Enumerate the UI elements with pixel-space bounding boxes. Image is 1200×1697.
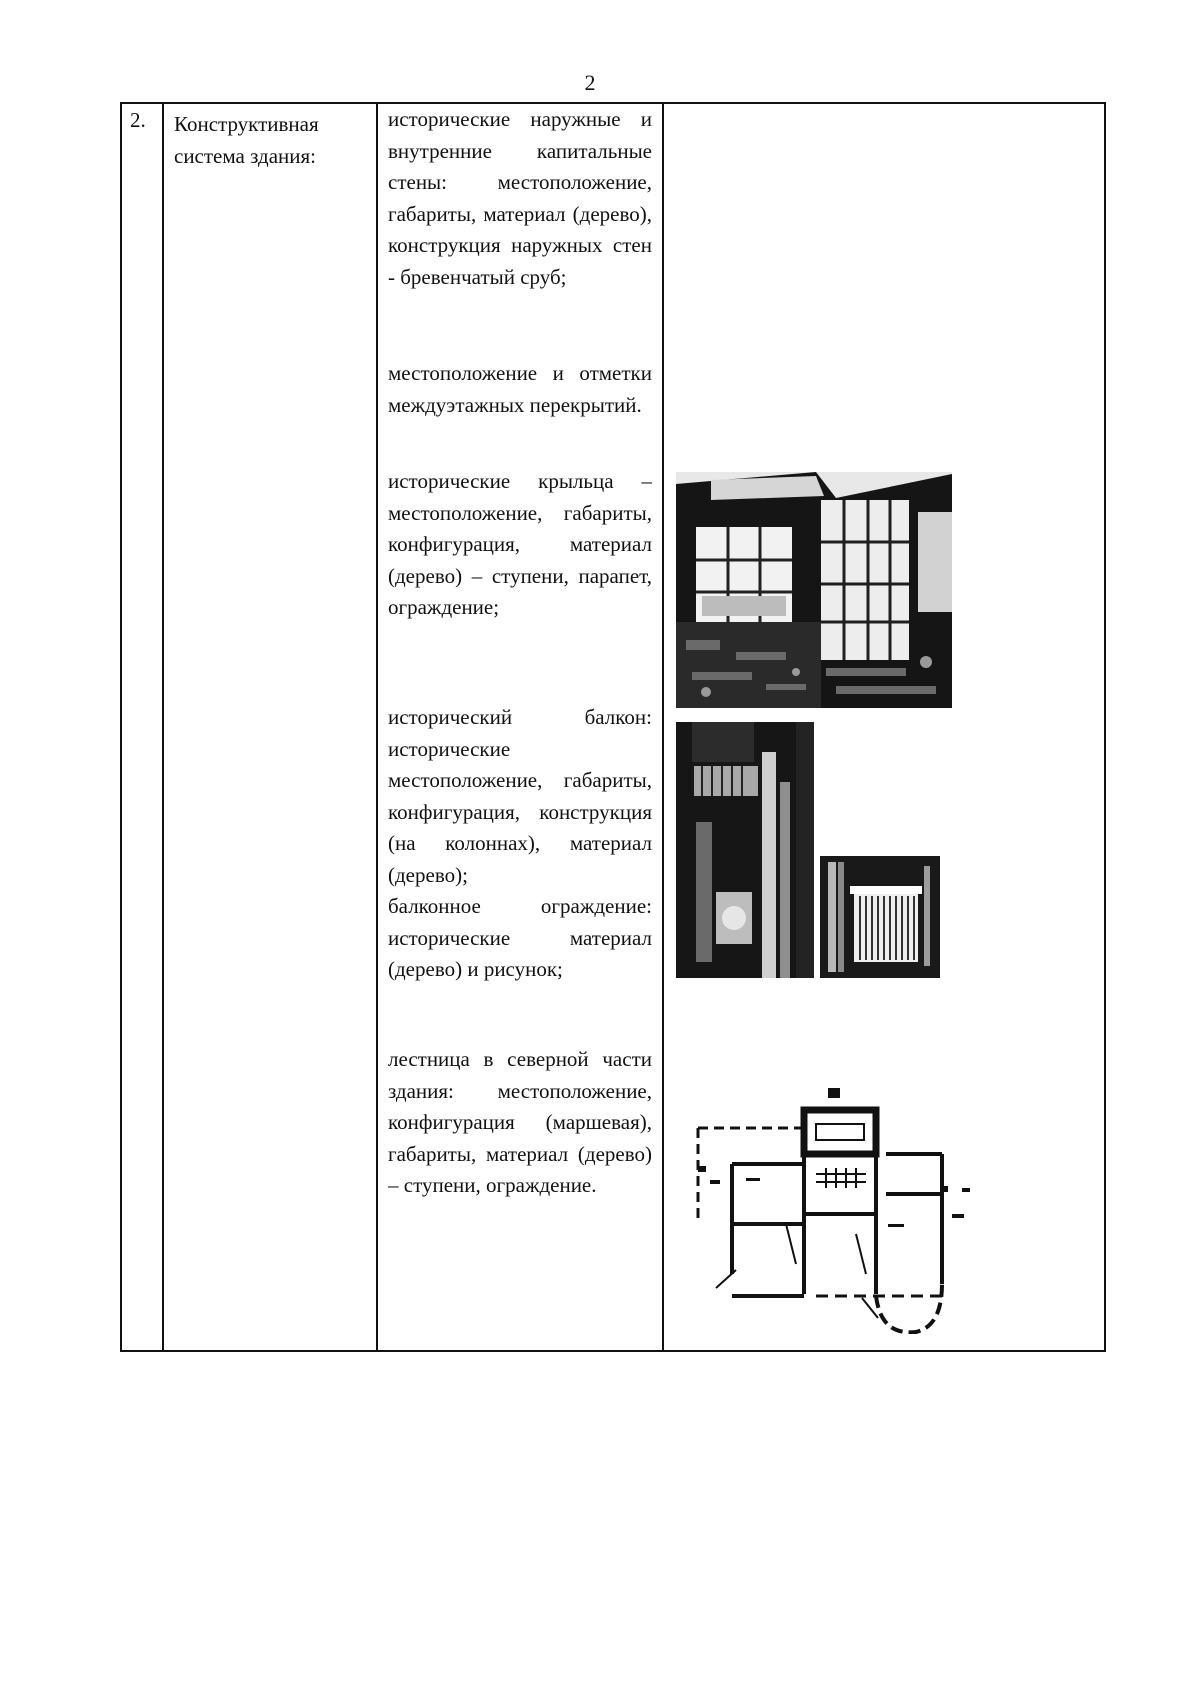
description-text: исторические крыльца – местоположение, габариты, конфигурация, материал (дерево) – ступени, парапет, ограждение; (388, 469, 652, 619)
column-divider (162, 104, 164, 1350)
description-text: исторические наружные и внутренние капитальные стены: местоположение, габариты, материал (дерево), конструкция наружных стен - бревенчатый сруб; (388, 107, 652, 289)
document-table (120, 102, 1106, 1352)
column-divider (662, 104, 664, 1350)
floor-plan-drawing (676, 1074, 996, 1334)
balcony-railing-photo (820, 856, 940, 978)
description-text: местоположение и отметки междуэтажных перекрытий. (388, 361, 652, 417)
page-number: 2 (584, 70, 596, 95)
description-balcony (388, 702, 652, 986)
description-text: исторический балкон: исторические местоположение, габариты, конфигурация, конструкция (на колоннах), материал (дерево); (388, 705, 652, 887)
description-porches (388, 466, 652, 624)
description-text: лестница в северной части здания: местоположение, конфигурация (маршевая), габариты, материал (дерево) – ступени, ограждение. (388, 1047, 652, 1197)
column-divider (376, 104, 378, 1350)
description-floors (388, 358, 652, 421)
description-staircase (388, 1044, 652, 1202)
porch-photo-drawing (676, 472, 952, 708)
railing-photo-drawing (820, 856, 940, 978)
row-number: 2. (130, 108, 146, 132)
description-text: балконное ограждение: исторические материал (дерево) и рисунок; (388, 894, 652, 981)
row-heading: Конструктивная система здания: (174, 112, 319, 168)
balcony-photo (676, 722, 814, 978)
porch-photo (676, 472, 952, 708)
description-walls (388, 104, 652, 293)
balcony-photo-drawing (676, 722, 814, 978)
